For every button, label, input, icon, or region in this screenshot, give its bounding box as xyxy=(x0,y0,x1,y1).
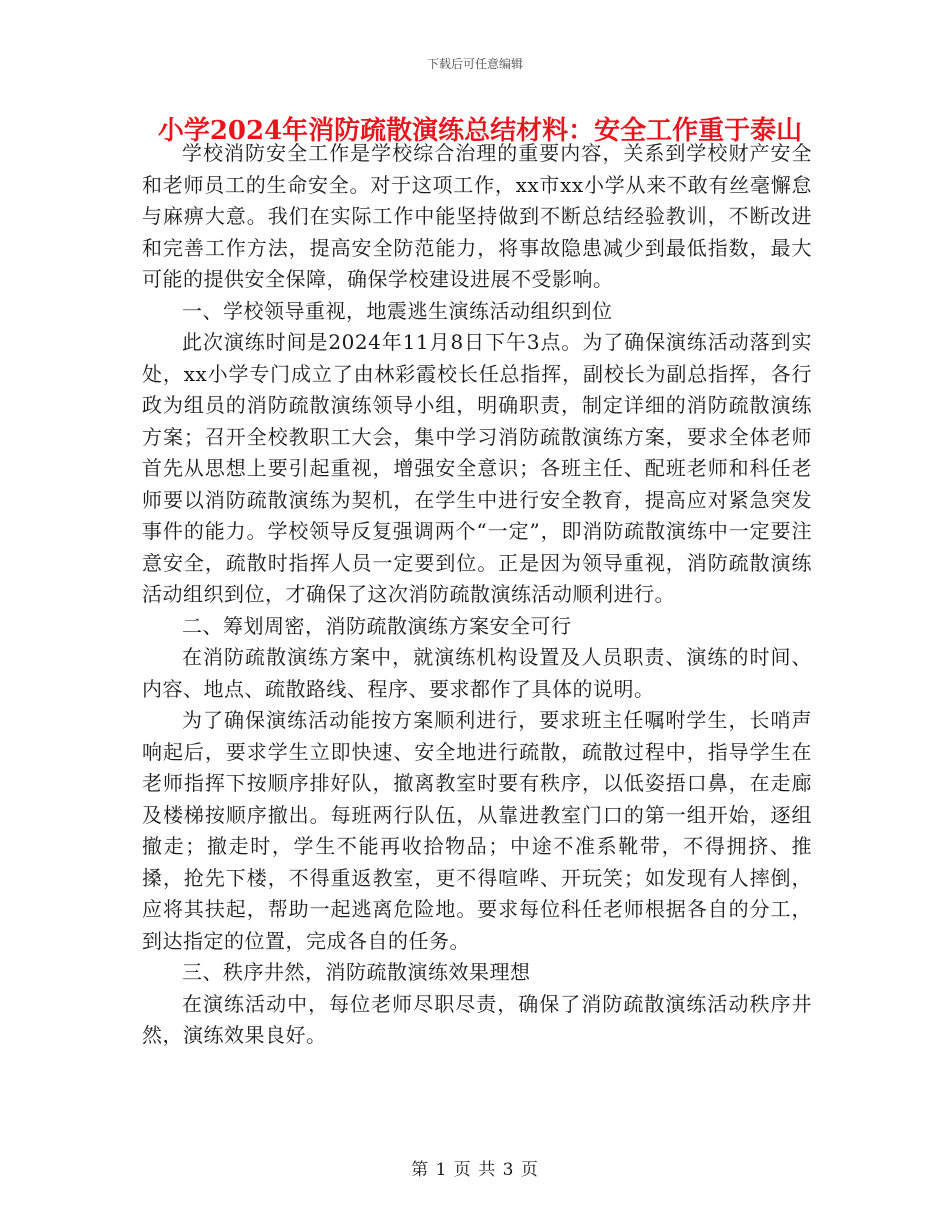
document-title: 小学2024年消防疏散演练总结材料：安全工作重于泰山 xyxy=(157,116,803,146)
section-heading-3: 三、秩序井然，消防疏散演练效果理想 xyxy=(182,960,531,984)
paragraph-section-2a: 在消防疏散演练方案中，就演练机构设置及人员职责、演练的时间、内容、地点、疏散路线、程序、要求都作了具体的说明。 xyxy=(142,645,812,701)
section-heading-2: 二、筹划周密，消防疏散演练方案安全可行 xyxy=(182,613,572,638)
paragraph-section-3: 在演练活动中，每位老师尽职尽责，确保了消防疏散演练活动秩序井然，演练效果良好。 xyxy=(142,991,812,1047)
paragraph-intro: 学校消防安全工作是学校综合治理的重要内容，关系到学校财产安全和老师员工的生命安全。对于这项工作，xx市xx小学从来不敢有丝毫懈怠与麻痹大意。我们在实际工作中能坚持做到不断总结经验教训，不断改进和完善工作方法，提高安全防范能力，将事故隐患减少到最低指数，最大可能的提供安全保障，确保学校建设进展不受影响。 xyxy=(142,141,812,291)
paragraph-section-1: 此次演练时间是2024年11月8日下午3点。为了确保演练活动落到实处，xx小学专门成立了由林彩霞校长任总指挥，副校长为副总指挥，各行政为组员的消防疏散演练领导小组，明确职责，制定详细的消防疏散演练方案；召开全校教职工大会，集中学习消防疏散演练方案，要求全体老师首先从思想上要引起重视，增强安全意识；各班主任、配班老师和科任老师要以消防疏散演练为契机，在学生中进行安全教育，提高应对紧急突发事件的能力。学校领导反复强调两个“一定”，即消防疏散演练中一定要注意安全，疏散时指挥人员一定要到位。正是因为领导重视，消防疏散演练活动组织到位，才确保了这次消防疏散演练活动顺利进行。 xyxy=(142,330,812,606)
page-number: 第 1 页 共 3 页 xyxy=(411,1160,539,1180)
section-heading-1: 一、学校领导重视，地震逃生演练活动组织到位 xyxy=(182,298,613,323)
paragraph-section-2b: 为了确保演练活动能按方案顺利进行，要求班主任嘱咐学生，长哨声响起后，要求学生立即快速、安全地进行疏散，疏散过程中，指导学生在老师指挥下按顺序排好队，撤离教室时要有秩序，以低姿捂口鼻，在走廊及楼梯按顺序撤出。每班两行队伍，从靠进教室门口的第一组开始，逐组撤走；撤走时，学生不能再收拾物品；中途不准系靴带，不得拥挤、推搡，抢先下楼，不得重返教室，更不得喧哗、开玩笑；如发现有人摔倒，应将其扶起，帮助一起逃离危险地。要求每位科任老师根据各自的分工，到达指定的位置，完成各自的任务。 xyxy=(142,708,812,953)
header-note: 下载后可任意编辑 xyxy=(426,57,523,71)
document-body xyxy=(142,138,812,1052)
